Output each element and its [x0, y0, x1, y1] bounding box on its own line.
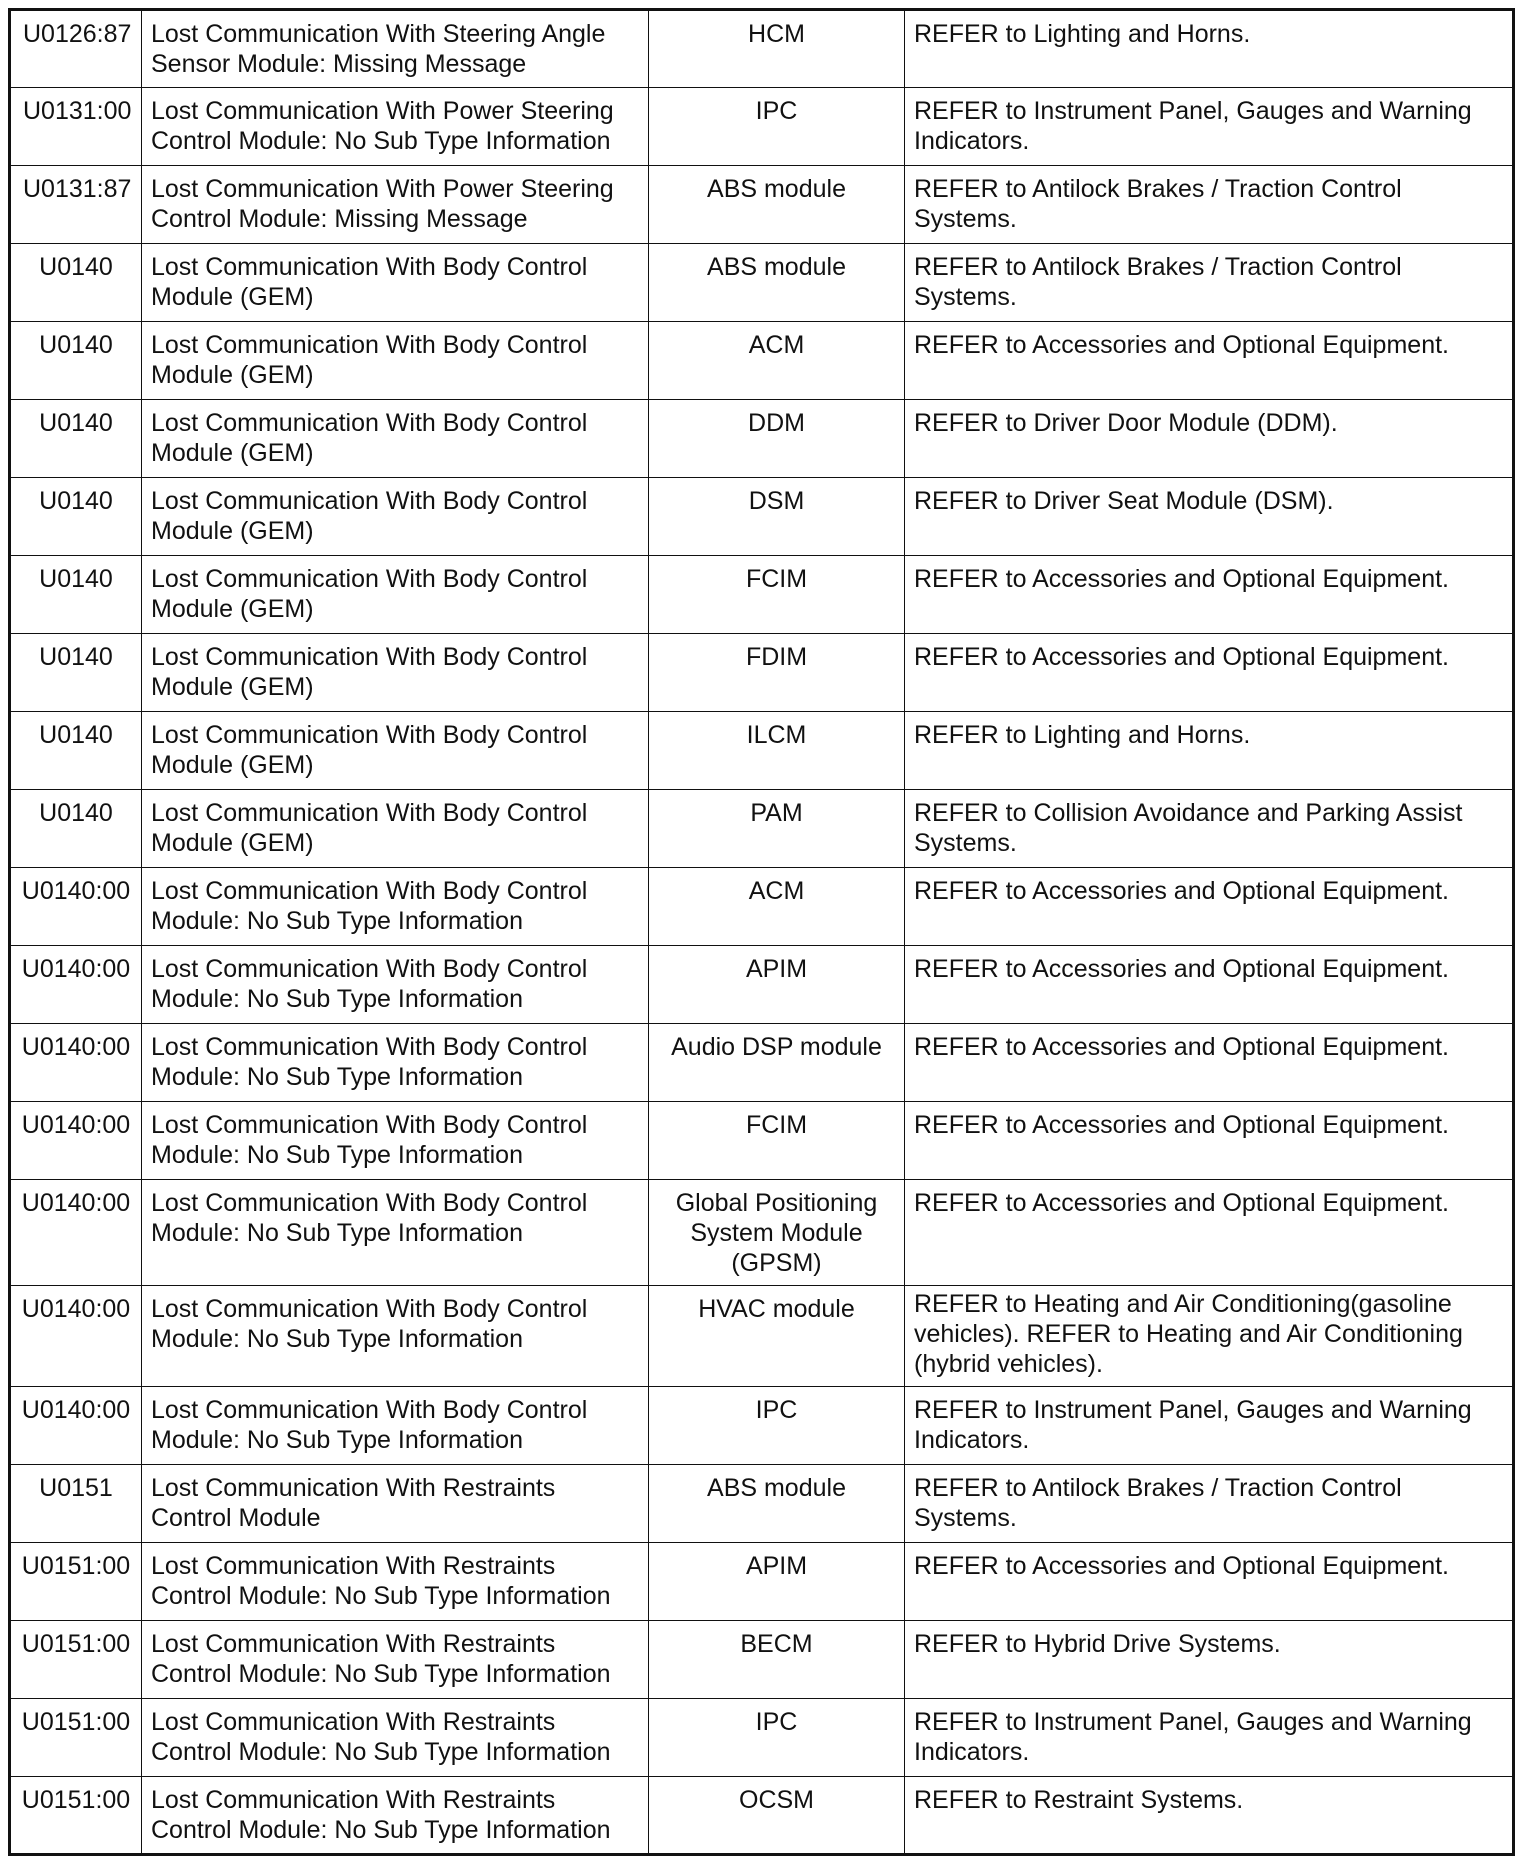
- dtc-code: U0151:00: [10, 1699, 142, 1777]
- dtc-description: Lost Communication With Body Control Module: No Sub Type Information: [142, 1102, 649, 1180]
- dtc-description: Lost Communication With Body Control Module: No Sub Type Information: [142, 1387, 649, 1465]
- action-text: REFER to Accessories and Optional Equipment.: [905, 634, 1514, 712]
- action-text: REFER to Accessories and Optional Equipment.: [905, 868, 1514, 946]
- dtc-code: U0140:00: [10, 1102, 142, 1180]
- dtc-description: Lost Communication With Body Control Module: No Sub Type Information: [142, 946, 649, 1024]
- dtc-code: U0140: [10, 478, 142, 556]
- action-text: REFER to Accessories and Optional Equipment.: [905, 1180, 1514, 1286]
- action-text: REFER to Accessories and Optional Equipment.: [905, 946, 1514, 1024]
- module-name: APIM: [649, 946, 905, 1024]
- dtc-code: U0151:00: [10, 1621, 142, 1699]
- dtc-description: Lost Communication With Body Control Module (GEM): [142, 322, 649, 400]
- dtc-description: Lost Communication With Body Control Module (GEM): [142, 634, 649, 712]
- action-text: REFER to Antilock Brakes / Traction Control Systems.: [905, 1465, 1514, 1543]
- action-text: REFER to Driver Door Module (DDM).: [905, 400, 1514, 478]
- action-text: REFER to Accessories and Optional Equipment.: [905, 322, 1514, 400]
- module-name: DSM: [649, 478, 905, 556]
- dtc-code: U0140: [10, 244, 142, 322]
- module-name: ACM: [649, 322, 905, 400]
- module-name: FCIM: [649, 556, 905, 634]
- action-text: REFER to Accessories and Optional Equipment.: [905, 1024, 1514, 1102]
- table-row: [10, 1621, 1514, 1699]
- action-text: REFER to Instrument Panel, Gauges and Warning Indicators.: [905, 1387, 1514, 1465]
- table-row: [10, 1777, 1514, 1855]
- dtc-description: Lost Communication With Power Steering Control Module: Missing Message: [142, 166, 649, 244]
- dtc-description: Lost Communication With Body Control Module: No Sub Type Information: [142, 1180, 649, 1286]
- action-text: REFER to Driver Seat Module (DSM).: [905, 478, 1514, 556]
- module-name: FCIM: [649, 1102, 905, 1180]
- table-row: [10, 1180, 1514, 1286]
- action-text: REFER to Lighting and Horns.: [905, 712, 1514, 790]
- module-name: HCM: [649, 10, 905, 88]
- table-row: [10, 1286, 1514, 1387]
- dtc-description: Lost Communication With Body Control Module (GEM): [142, 712, 649, 790]
- dtc-code: U0140: [10, 400, 142, 478]
- dtc-code: U0140: [10, 712, 142, 790]
- table-row: [10, 10, 1514, 88]
- dtc-code: U0140:00: [10, 1286, 142, 1387]
- dtc-code: U0151:00: [10, 1777, 142, 1855]
- dtc-code: U0140: [10, 556, 142, 634]
- dtc-description: Lost Communication With Restraints Control Module: [142, 1465, 649, 1543]
- dtc-description: Lost Communication With Restraints Control Module: No Sub Type Information: [142, 1699, 649, 1777]
- table-row: [10, 1102, 1514, 1180]
- table-row: [10, 478, 1514, 556]
- dtc-code: U0140: [10, 790, 142, 868]
- module-name: Audio DSP module: [649, 1024, 905, 1102]
- action-text: REFER to Antilock Brakes / Traction Control Systems.: [905, 244, 1514, 322]
- module-name: BECM: [649, 1621, 905, 1699]
- table-row: [10, 868, 1514, 946]
- action-text: REFER to Heating and Air Conditioning(gasoline vehicles). REFER to Heating and Air Conditioning (hybrid vehicles).: [905, 1286, 1514, 1387]
- dtc-code: U0140:00: [10, 1387, 142, 1465]
- table-row: [10, 556, 1514, 634]
- dtc-description: Lost Communication With Body Control Module (GEM): [142, 400, 649, 478]
- action-text: REFER to Accessories and Optional Equipment.: [905, 556, 1514, 634]
- dtc-description: Lost Communication With Power Steering Control Module: No Sub Type Information: [142, 88, 649, 166]
- dtc-code: U0140:00: [10, 946, 142, 1024]
- table-row: [10, 634, 1514, 712]
- action-text: REFER to Lighting and Horns.: [905, 10, 1514, 88]
- dtc-code: U0131:00: [10, 88, 142, 166]
- dtc-description: Lost Communication With Restraints Control Module: No Sub Type Information: [142, 1543, 649, 1621]
- dtc-description: Lost Communication With Restraints Control Module: No Sub Type Information: [142, 1621, 649, 1699]
- dtc-table: [8, 8, 1515, 1856]
- dtc-description: Lost Communication With Body Control Module (GEM): [142, 244, 649, 322]
- table-row: [10, 1387, 1514, 1465]
- dtc-code: U0151: [10, 1465, 142, 1543]
- module-name: ILCM: [649, 712, 905, 790]
- table-row: [10, 322, 1514, 400]
- module-name: ACM: [649, 868, 905, 946]
- dtc-code: U0140:00: [10, 1180, 142, 1286]
- dtc-code: U0140:00: [10, 1024, 142, 1102]
- module-name: IPC: [649, 1387, 905, 1465]
- module-name: HVAC module: [649, 1286, 905, 1387]
- table-row: [10, 1465, 1514, 1543]
- dtc-table-page: [8, 8, 1512, 1856]
- module-name: ABS module: [649, 1465, 905, 1543]
- table-row: [10, 88, 1514, 166]
- dtc-description: Lost Communication With Body Control Module: No Sub Type Information: [142, 1024, 649, 1102]
- module-name: PAM: [649, 790, 905, 868]
- table-row: [10, 1543, 1514, 1621]
- dtc-description: Lost Communication With Body Control Module (GEM): [142, 790, 649, 868]
- module-name: APIM: [649, 1543, 905, 1621]
- dtc-code: U0140: [10, 322, 142, 400]
- dtc-code: U0140: [10, 634, 142, 712]
- dtc-description: Lost Communication With Steering Angle Sensor Module: Missing Message: [142, 10, 649, 88]
- dtc-description: Lost Communication With Body Control Module (GEM): [142, 478, 649, 556]
- table-row: [10, 244, 1514, 322]
- dtc-description: Lost Communication With Restraints Control Module: No Sub Type Information: [142, 1777, 649, 1855]
- module-name: FDIM: [649, 634, 905, 712]
- table-row: [10, 1024, 1514, 1102]
- table-row: [10, 790, 1514, 868]
- table-row: [10, 946, 1514, 1024]
- action-text: REFER to Restraint Systems.: [905, 1777, 1514, 1855]
- action-text: REFER to Accessories and Optional Equipment.: [905, 1102, 1514, 1180]
- table-row: [10, 400, 1514, 478]
- module-name: Global Positioning System Module (GPSM): [649, 1180, 905, 1286]
- dtc-description: Lost Communication With Body Control Module: No Sub Type Information: [142, 1286, 649, 1387]
- table-row: [10, 1699, 1514, 1777]
- dtc-code: U0140:00: [10, 868, 142, 946]
- action-text: REFER to Antilock Brakes / Traction Control Systems.: [905, 166, 1514, 244]
- dtc-description: Lost Communication With Body Control Module: No Sub Type Information: [142, 868, 649, 946]
- dtc-code: U0126:87: [10, 10, 142, 88]
- module-name: IPC: [649, 88, 905, 166]
- module-name: IPC: [649, 1699, 905, 1777]
- action-text: REFER to Instrument Panel, Gauges and Warning Indicators.: [905, 88, 1514, 166]
- action-text: REFER to Collision Avoidance and Parking Assist Systems.: [905, 790, 1514, 868]
- dtc-code: U0151:00: [10, 1543, 142, 1621]
- table-row: [10, 712, 1514, 790]
- module-name: DDM: [649, 400, 905, 478]
- action-text: REFER to Instrument Panel, Gauges and Warning Indicators.: [905, 1699, 1514, 1777]
- module-name: ABS module: [649, 244, 905, 322]
- dtc-description: Lost Communication With Body Control Module (GEM): [142, 556, 649, 634]
- dtc-code: U0131:87: [10, 166, 142, 244]
- action-text: REFER to Hybrid Drive Systems.: [905, 1621, 1514, 1699]
- module-name: ABS module: [649, 166, 905, 244]
- table-row: [10, 166, 1514, 244]
- action-text: REFER to Accessories and Optional Equipment.: [905, 1543, 1514, 1621]
- module-name: OCSM: [649, 1777, 905, 1855]
